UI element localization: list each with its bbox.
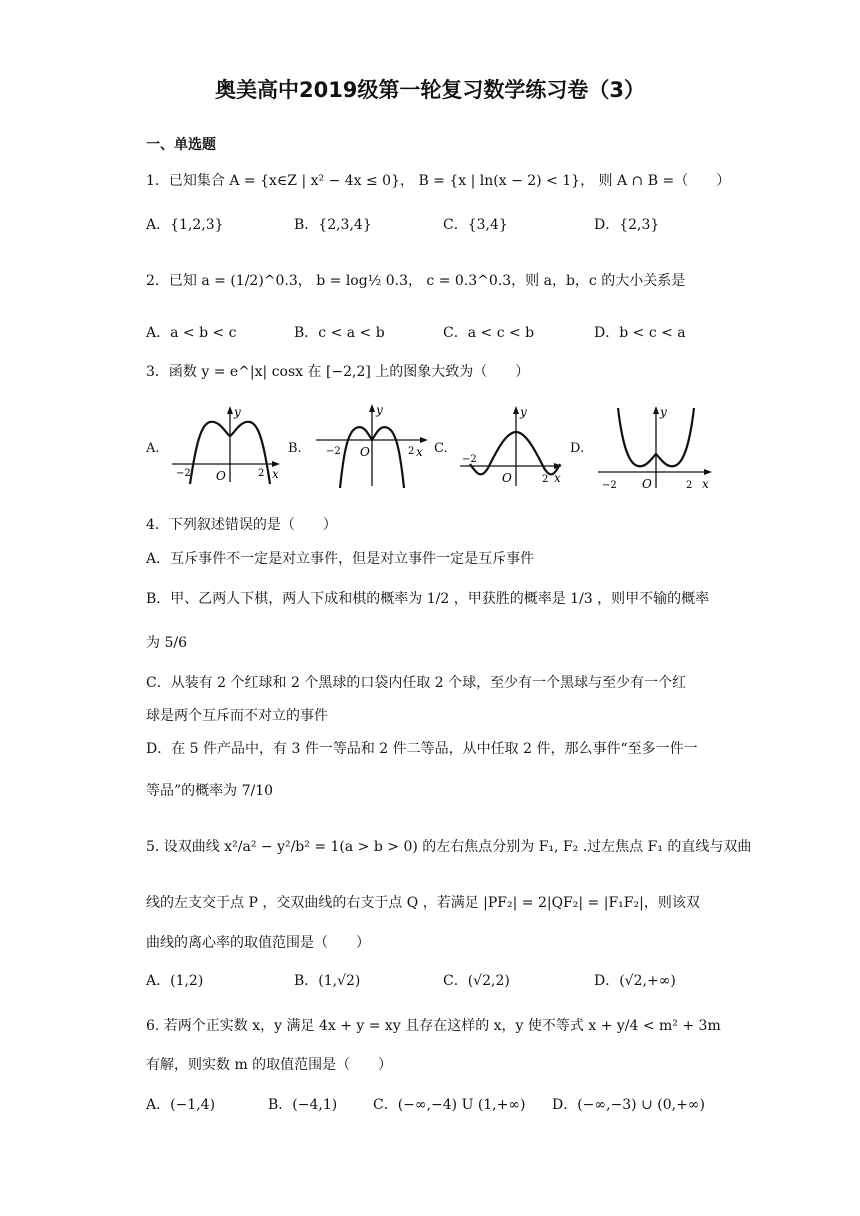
question-4-stem: 4．下列叙述错误的是（ ） — [146, 517, 337, 533]
question-4-option-c-line2: 球是两个互斥而不对立的事件 — [146, 708, 328, 724]
question-6-line2: 有解，则实数 m 的取值范围是（ ） — [146, 1057, 393, 1073]
question-1-stem: 1．已知集合 A = {x∈Z | x² − 4x ≤ 0}， B = {x | ln(x − 2) < 1}， 则 A ∩ B =（ ） — [146, 173, 731, 189]
graph-d-letter: D. — [570, 441, 585, 456]
graph-b-origin: O — [360, 445, 370, 459]
question-4-option-a: A．互斥事件不一定是对立事件，但是对立事件一定是互斥事件 — [146, 551, 535, 567]
graph-c-origin: O — [502, 471, 512, 485]
graph-d-origin: O — [642, 477, 652, 491]
question-5-option-a: A．(1,2) — [146, 973, 204, 989]
question-6-option-c: C．(−∞,−4) U (1,+∞) — [373, 1097, 526, 1113]
graph-a-origin: O — [216, 469, 226, 483]
question-4-option-d-line1: D．在 5 件产品中，有 3 件一等品和 2 件二等品，从中任取 2 件，那么事件“至多一件一 — [146, 741, 698, 757]
graph-a-letter: A. — [146, 441, 160, 456]
graph-d-x-label: x — [702, 477, 709, 491]
graph-d — [594, 402, 718, 492]
question-1-option-c: C．{3,4} — [443, 217, 508, 233]
question-1-option-a: A．{1,2,3} — [146, 217, 224, 233]
question-2-option-c: C．a < c < b — [443, 325, 535, 341]
graph-c-neg-tick: −2 — [462, 454, 477, 465]
question-5-line1: 5. 设双曲线 x²/a² − y²/b² = 1(a > b > 0) 的左右焦点分别为 F₁, F₂ .过左焦点 F₁ 的直线与双曲 — [146, 839, 752, 855]
question-1-option-b: B．{2,3,4} — [294, 217, 372, 233]
question-5-line2: 线的左支交于点 P ，交双曲线的右支于点 Q ，若满足 |PF₂| = 2|QF₂| = |F₁F₂|，则该双 — [146, 895, 700, 911]
graph-a-y-label: y — [234, 405, 241, 419]
graph-a-pos-tick: 2 — [258, 468, 265, 479]
question-5-line3: 曲线的离心率的取值范围是（ ） — [146, 935, 370, 951]
graph-b — [312, 400, 432, 490]
question-4-option-c-line1: C．从装有 2 个红球和 2 个黑球的口袋内任取 2 个球，至少有一个黑球与至少有一个红 — [146, 675, 687, 691]
graph-b-neg-tick: −2 — [326, 446, 341, 457]
question-5-option-d: D．(√2,+∞) — [594, 973, 676, 989]
question-4-option-b-line2: 为 5/6 — [146, 635, 187, 651]
question-2-option-b: B．c < a < b — [294, 325, 385, 341]
graph-a — [168, 404, 283, 486]
question-1-option-d: D．{2,3} — [594, 217, 660, 233]
graph-a-x-label: x — [272, 467, 279, 481]
graph-b-letter: B. — [288, 441, 302, 456]
graph-c-y-label: y — [520, 405, 527, 419]
graph-c-pos-tick: 2 — [542, 474, 549, 485]
graph-b-y-label: y — [376, 403, 383, 417]
graph-c — [456, 402, 566, 488]
graph-d-pos-tick: 2 — [686, 480, 693, 491]
section-heading: 一、单选题 — [146, 137, 216, 153]
question-6-option-a: A．(−1,4) — [146, 1097, 216, 1113]
question-6-line1: 6. 若两个正实数 x，y 满足 4x + y = xy 且存在这样的 x，y 使不等式 x + y/4 < m² + 3m — [146, 1018, 721, 1034]
graph-d-neg-tick: −2 — [602, 480, 617, 491]
question-6-option-b: B．(−4,1) — [268, 1097, 338, 1113]
question-3-stem: 3．函数 y = e^|x| cosx 在 [−2,2] 上的图象大致为（ ） — [146, 364, 530, 380]
graph-d-y-label: y — [660, 405, 667, 419]
graph-b-pos-tick: 2 — [408, 446, 415, 457]
page-title: 奥美高中2019级第一轮复习数学练习卷（3） — [214, 78, 646, 102]
question-2-stem: 2．已知 a = (1/2)^0.3， b = log½ 0.3， c = 0.3^0.3，则 a，b，c 的大小关系是 — [146, 273, 686, 289]
graph-b-x-label: x — [416, 445, 423, 459]
question-4-option-d-line2: 等品”的概率为 7/10 — [146, 783, 274, 799]
question-4-option-b-line1: B．甲、乙两人下棋，两人下成和棋的概率为 1/2 ，甲获胜的概率是 1/3 ，则甲不输的概率 — [146, 591, 710, 607]
graph-c-x-label: x — [554, 471, 561, 485]
question-5-option-c: C．(√2,2) — [443, 973, 510, 989]
question-2-option-d: D．b < c < a — [594, 325, 686, 341]
question-6-option-d: D．(−∞,−3) ∪ (0,+∞) — [552, 1097, 705, 1113]
question-2-option-a: A．a < b < c — [146, 325, 237, 341]
graph-a-neg-tick: −2 — [176, 468, 191, 479]
question-5-option-b: B．(1,√2) — [294, 973, 361, 989]
graph-c-letter: C. — [434, 441, 448, 456]
